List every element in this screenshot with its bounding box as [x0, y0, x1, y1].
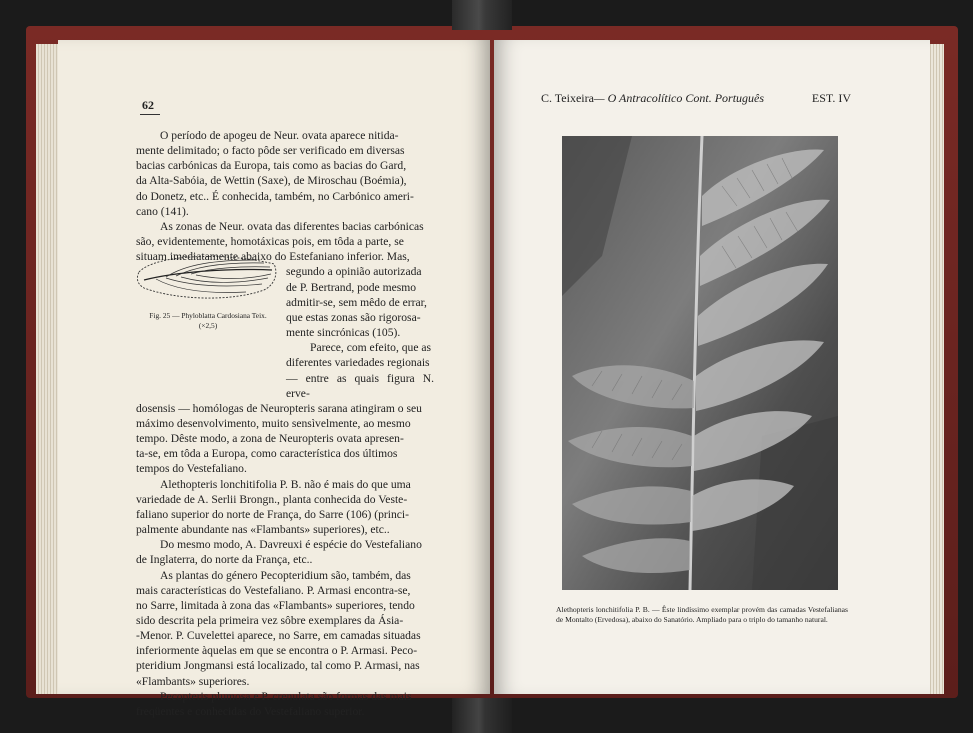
right-page-edges	[930, 44, 944, 694]
running-head-author: C. Teixeira	[541, 91, 594, 105]
figure-caption-scale: (×2,5)	[198, 321, 218, 330]
text-line: Pecopteris plumosa e P. crenulata são formas das mais	[160, 689, 412, 703]
body-text-wrapped	[286, 264, 434, 400]
text-line: As plantas do género Pecopteridium são, também, das	[160, 568, 411, 582]
fossil-photograph	[562, 136, 838, 590]
text-line: pteridium Jongmansi está localizado, tal como P. Armasi, nas	[136, 659, 420, 673]
text-line: mais características do Vestefaliano. P. Armasi encontra-se,	[136, 583, 411, 597]
text-line: «Flambants» superiores.	[136, 674, 250, 688]
text-line: ta-se, em tôda a Europa, como característica dos últimos	[136, 447, 398, 461]
text-line: Parece, com efeito, que as	[310, 341, 432, 355]
text-line: diferentes variedades regionais	[286, 356, 430, 370]
text-line: admitir-se, sem mêdo de errar,	[286, 295, 427, 309]
text-line: que estas zonas são rigorosa-	[286, 310, 421, 324]
text-line: do Donetz, etc.. É conhecida, também, no Carbónico ameri-	[136, 189, 414, 203]
text-line: no Sarre, limitada à zona das «Flambants» superiores, tendo	[136, 598, 415, 612]
text-line: situam imediatamente abaixo do Estefaniano inferior. Mas,	[136, 250, 410, 264]
text-line: variedade de A. Serlii Brongn., planta conhecida do Veste-	[136, 492, 408, 506]
text-line: As zonas de Neur. ovata das diferentes bacias carbónicas	[160, 219, 424, 233]
text-line: tempo. Dêste modo, a zona de Neuropteris ovata apresen-	[136, 432, 404, 446]
text-line: cano (141).	[136, 204, 189, 218]
text-line: -Menor. P. Cuvelettei aparece, no Sarre, em camadas situadas	[136, 629, 421, 643]
figure-caption	[134, 311, 282, 331]
left-page-edges	[36, 44, 58, 694]
running-head-title	[541, 91, 764, 106]
text-line: Do mesmo modo, A. Davreuxi é espécie do Vestefaliano	[160, 538, 422, 552]
fossil-fern-image	[562, 136, 838, 590]
text-line: mente sincrónicas (105).	[286, 326, 401, 340]
text-line: são, evidentemente, homotáxicas pois, em tôda a parte, se	[136, 235, 404, 249]
text-line: Alethopteris lonchitifolia P. B. não é mais do que uma	[160, 477, 411, 491]
running-head-work: — O Antracolítico Cont. Português	[593, 91, 765, 105]
figure-caption-title: Fig. 25 — Phyloblatta Cardosiana Teix.	[149, 311, 267, 320]
text-line: — entre as quais figura N. erve-	[286, 371, 434, 400]
running-head	[541, 91, 851, 106]
text-line: O período de apogeu de Neur. ovata aparece nitida-	[160, 129, 399, 142]
text-line: de Inglaterra, do norte da França, etc..	[136, 553, 313, 567]
text-line: palmente abundante nas «Flambants» superiores), etc..	[136, 523, 390, 537]
text-line: mente delimitado; o facto pôde ser verificado em diversas	[136, 144, 405, 158]
text-line: de P. Bertrand, pode mesmo	[286, 280, 417, 294]
body-text-bottom	[136, 401, 434, 719]
body-text-top	[136, 128, 434, 264]
text-line: da Alta-Sabóia, de Wettin (Saxe), de Miroschau (Boémia),	[136, 174, 407, 188]
text-line: faliano superior do norte de França, do Sarre (106) (princi-	[136, 507, 409, 521]
text-line: sido descrita pela primeira vez sôbre exemplares da Ásia-	[136, 614, 404, 627]
text-line: bacias carbónicas da Europa, tais como as bacias do Gard,	[136, 159, 407, 173]
plate-caption: Alethopteris lonchitifolia P. B. — Êste lindíssimo exemplar provém das camadas Vestefalianas de Montalto (Ervedosa), abaixo do Sanatório. Ampliado para o triplo do tamanho natural.	[556, 605, 848, 625]
text-line: tempos do Vestefaliano.	[136, 462, 247, 476]
text-line: segundo a opinião autorizada	[286, 265, 422, 279]
text-line: dosensis — homólogas de Neuropteris sarana atingiram o seu	[136, 401, 422, 415]
book-spine-bottom	[452, 698, 512, 733]
body-text	[136, 128, 434, 719]
text-line: freqüentes e conhecidas do Vestefaliano superior.	[136, 704, 365, 718]
book-spine-top	[452, 0, 512, 30]
text-line: máximo desenvolvimento, muito sensìvelmente, ao mesmo	[136, 416, 411, 430]
page-number: 62	[142, 98, 154, 112]
text-line: inferiormente àquelas em que se encontra o P. Armasi. Peco-	[136, 644, 418, 658]
plate-label: EST. IV	[811, 91, 851, 105]
